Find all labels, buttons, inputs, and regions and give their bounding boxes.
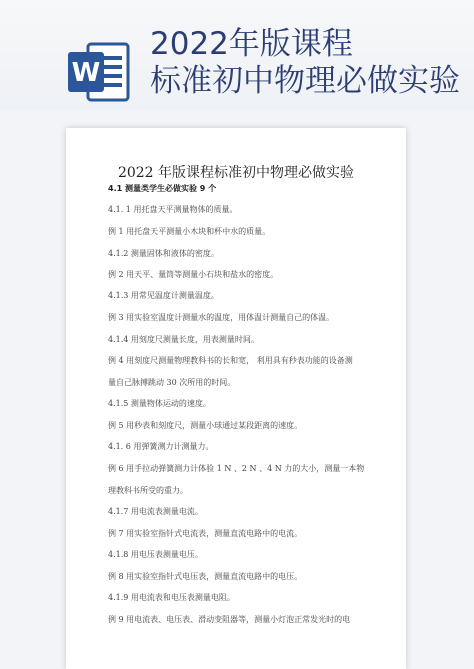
- document-line: 4.1.2 测量固体和液体的密度。: [108, 249, 219, 258]
- document-line: 量自己脉搏跳动 30 次所用的时间。: [108, 378, 236, 387]
- document-line: 例 9 用电流表、电压表、滑动变阻器等，测量小灯泡正常发光时的电: [108, 615, 351, 624]
- banner-title: [150, 26, 470, 100]
- svg-text:W: W: [71, 58, 101, 88]
- document-line: 例 5 用秒表和刻度尺，测量小球通过某段距离的速度。: [108, 421, 303, 430]
- document-line: 例 6 用手拉动弹簧测力计体验 1 N 、2 N 、4 N 力的大小，测量一本物: [108, 464, 365, 473]
- header-banner: [0, 0, 474, 110]
- document-line: 例 3 用实验室温度计测量水的温度，用体温计测量自己的体温。: [108, 313, 335, 322]
- section-heading: 4.1 测量类学生必做实验 9 个: [108, 184, 217, 193]
- document-line: 4.1.9 用电流表和电压表测量电阻。: [108, 593, 235, 602]
- document-line: 例 1 用托盘天平测量小木块和杯中水的质量。: [108, 227, 271, 236]
- banner-title-line1: 2022年版课程: [150, 26, 353, 62]
- document-line: 4.1.7 用电流表测量电流。: [108, 507, 203, 516]
- word-document-icon: [66, 40, 130, 104]
- document-line: 4.1.3 用常见温度计测量温度。: [108, 291, 219, 300]
- document-line: 例 7 用实验室指针式电流表，测量直流电路中的电流。: [108, 529, 303, 538]
- document-line: 4.1.5 测量物体运动的速度。: [108, 399, 211, 408]
- document-line: 例 8 用实验室指针式电压表，测量直流电路中的电压。: [108, 572, 303, 581]
- document-line: 例 2 用天平、量筒等测量小石块和盐水的密度。: [108, 270, 279, 279]
- document-line: 4.1. 1 用托盘天平测量物体的质量。: [108, 205, 238, 214]
- document-line: 4.1. 6 用弹簧测力计测量力。: [108, 442, 214, 451]
- banner-title-line2: 标准初中物理必做实验: [150, 63, 460, 99]
- document-line: 理教科书所受的重力。: [108, 486, 188, 495]
- document-title: 2022 年版课程标准初中物理必做实验: [117, 165, 355, 181]
- document-line: 例 4 用刻度尺测量物理教科书的长和宽， 利用具有秒表功能的设备测: [108, 356, 353, 365]
- document-line: 4.1.4 用刻度尺测量长度，用表测量时间。: [108, 335, 259, 344]
- document-page: [66, 128, 406, 669]
- document-line: 4.1.8 用电压表测量电压。: [108, 550, 203, 559]
